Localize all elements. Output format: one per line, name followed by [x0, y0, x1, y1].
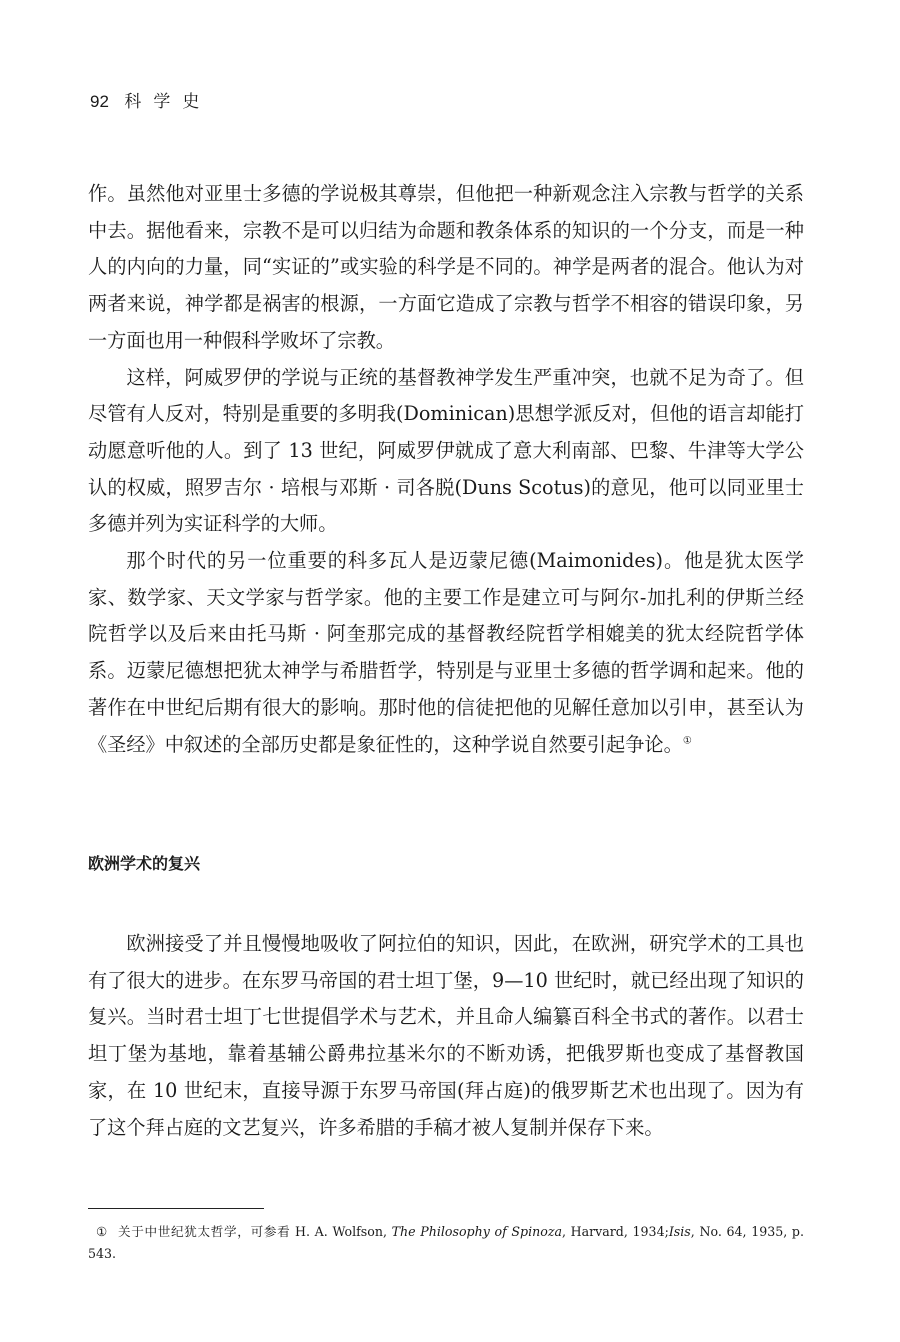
footnote-marker: ① — [96, 1224, 108, 1239]
paragraph-text: 欧洲接受了并且慢慢地吸收了阿拉伯的知识，因此，在欧洲，研究学术的工具也有了很大的进步。在东罗马帝国的君士坦丁堡，9—10 世纪时，就已经出现了知识的复兴。当时君士坦丁七世提倡学术与艺术，并且命人编纂百科全书式的著作。以君士坦丁堡为基地，靠着基辅公爵弗拉基米尔的不断劝诱，把俄罗斯也变成了基督教国家，在 10 世纪末，直接导源于东罗马帝国(拜占庭)的俄罗斯艺术也出现了。因为有了这个拜占庭的文艺复兴，许多希腊的手稿才被人复制并保存下来。 — [88, 932, 804, 1139]
paragraph-averroes-conflict — [88, 360, 804, 544]
page-header — [90, 90, 211, 114]
body-text-block — [88, 176, 804, 763]
paragraph-text: 那个时代的另一位重要的科多瓦人是迈蒙尼德(Maimonides)。他是犹太医学家、数学家、天文学家与哲学家。他的主要工作是建立可与阿尔-加扎利的伊斯兰经院哲学以及后来由托马斯 · 阿奎那完成的基督教经院哲学相媲美的犹太经院哲学体系。迈蒙尼德想把犹太神学与希腊哲学，特别是与亚里士多德的哲学调和起来。他的著作在中世纪后期有很大的影响。那时他的信徒把他的见解任意加以引申，甚至认为《圣经》中叙述的全部历史都是象征性的，这种学说自然要引起争论。 — [88, 549, 804, 756]
body-text-block — [88, 926, 804, 1146]
footnote-text: , Harvard, 1934; — [561, 1224, 669, 1239]
footnote-divider — [88, 1208, 264, 1209]
paragraph-european-revival — [88, 926, 804, 1146]
section-heading: 欧洲学术的复兴 — [88, 854, 201, 873]
paragraph-text: 这样，阿威罗伊的学说与正统的基督教神学发生严重冲突，也就不足为奇了。但尽管有人反对，特别是重要的多明我(Dominican)思想学派反对，但他的语言却能打动愿意听他的人。到了 13 世纪，阿威罗伊就成了意大利南部、巴黎、牛津等大学公认的权威，照罗吉尔 · 培根与邓斯 · 司各脱(Duns Scotus)的意见，他可以同亚里士多德并列为实证科学的大师。 — [88, 365, 804, 536]
paragraph-maimonides — [88, 543, 804, 763]
footnote-text: , No. 64, 1935, p. 543. — [88, 1224, 804, 1261]
paragraph-continued — [88, 176, 804, 360]
footnote-text: 关于中世纪犹太哲学，可参看 H. A. Wolfson, — [117, 1224, 387, 1239]
footnote-book-title: The Philosophy of Spinoza — [391, 1224, 562, 1239]
running-title: 科学史 — [124, 92, 212, 112]
footnote-journal-title: Isis — [668, 1224, 691, 1239]
page-number: 92 — [90, 92, 109, 111]
footnote-reference: ① — [682, 735, 692, 747]
footnote — [88, 1221, 804, 1265]
paragraph-text: 作。虽然他对亚里士多德的学说极其尊崇，但他把一种新观念注入宗教与哲学的关系中去。据他看来，宗教不是可以归结为命题和教条体系的知识的一个分支，而是一种人的内向的力量，同“实证的”或实验的科学是不同的。神学是两者的混合。他认为对两者来说，神学都是祸害的根源，一方面它造成了宗教与哲学不相容的错误印象，另一方面也用一种假科学败坏了宗教。 — [88, 182, 804, 352]
